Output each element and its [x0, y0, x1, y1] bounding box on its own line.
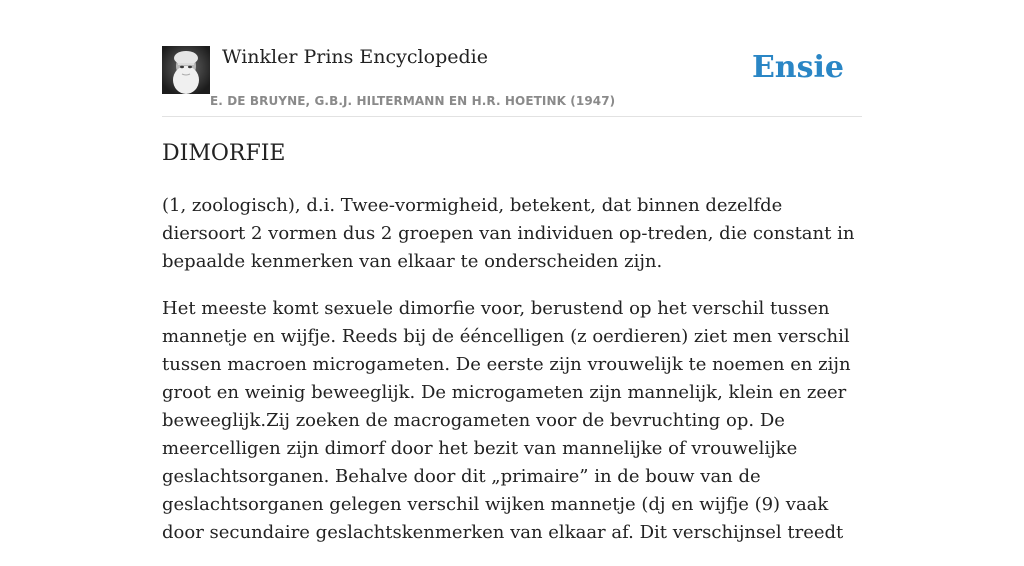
- portrait-image: [162, 46, 210, 94]
- article-body: [162, 192, 862, 566]
- authors-line: E. DE BRUYNE, G.B.J. HILTERMANN EN H.R. HOETINK (1947): [210, 94, 616, 108]
- book-title[interactable]: Winkler Prins Encyclopedie: [222, 46, 488, 68]
- header: [162, 46, 862, 117]
- paragraph: Het meeste komt sexuele dimorfie voor, berustend op het verschil tussen mannetje en wijfje. Reeds bij de ééncelligen (z oerdieren) ziet men verschil tussen macroen microgameten. De eerste zijn vrouwelijk te noemen en zijn groot en weinig beweeglijk. De microgameten zijn mannelijk, klein en zeer beweeglijk.Zij zoeken de macrogameten voor de bevruchting op. De meercelligen zijn dimorf door het bezit van mannelijke of vrouwelijke geslachtsorganen. Behalve door dit „primaire” in de bouw van de geslachtsorganen gelegen verschil wijken mannetje (dj en wijfje (9) vaak door secundaire geslachtskenmerken van elkaar af. Dit verschijnsel treedt: [162, 298, 851, 543]
- article-title: DIMORFIE: [162, 141, 286, 166]
- paragraph: (1, zoologisch), d.i. Twee-vormigheid, betekent, dat binnen dezelfde diersoort 2 vormen dus 2 groepen van individuen op-treden, die constant in bepaalde kenmerken van elkaar te onderscheiden zijn.: [162, 195, 855, 272]
- author-portrait-avatar: [162, 46, 210, 94]
- ensie-logo[interactable]: Ensie: [751, 50, 844, 85]
